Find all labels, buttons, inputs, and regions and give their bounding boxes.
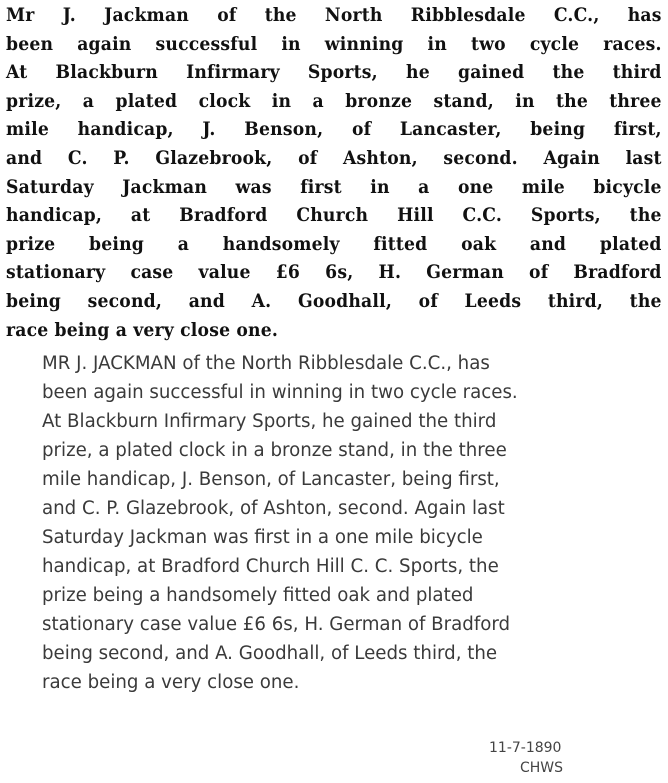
clipping-line: prize being a handsomely fitted oak and plated — [6, 233, 662, 255]
transcription-line: At Blackburn Infirmary Sports, he gained the third — [42, 411, 497, 432]
transcription-line: mile handicap, J. Benson, of Lancaster, being first, — [42, 469, 500, 490]
clipping-line: been again successful in winning in two cycle races. — [6, 33, 662, 55]
clipping-line: stationary case value £6 6s, H. German of Bradford — [6, 262, 662, 284]
transcription-line: prize being a handsomely fitted oak and plated — [42, 585, 474, 606]
newspaper-clipping — [6, 2, 662, 345]
clipping-line: Mr J. Jackman of the North Ribblesdale C.C., has — [6, 5, 662, 26]
transcription — [42, 349, 657, 697]
clipping-line: mile handicap, J. Benson, of Lancaster, being first, — [6, 119, 662, 141]
clipping-line: At Blackburn Infirmary Sports, he gained the third — [6, 62, 662, 84]
clipping-line: and C. P. Glazebrook, of Ashton, second. Again last — [6, 147, 662, 169]
source-label: CHWS — [520, 760, 564, 776]
transcription-line: been again successful in winning in two cycle races. — [42, 382, 518, 403]
clipping-line: handicap, at Bradford Church Hill C.C. Sports, the — [6, 205, 662, 227]
clipping-line: race being a very close one. — [6, 319, 279, 341]
clipping-line: prize, a plated clock in a bronze stand, in the three — [6, 90, 662, 112]
transcription-line: handicap, at Bradford Church Hill C. C. Sports, the — [42, 556, 499, 577]
transcription-line: being second, and A. Goodhall, of Leeds third, the — [42, 643, 498, 664]
transcription-line: Saturday Jackman was first in a one mile bicycle — [42, 527, 483, 548]
transcription-line: MR J. JACKMAN of the North Ribblesdale C.C., has — [42, 353, 490, 374]
transcription-line: stationary case value £6 6s, H. German of Bradford — [42, 614, 511, 635]
clipping-line: Saturday Jackman was first in a one mile bicycle — [6, 176, 662, 198]
transcription-line: prize, a plated clock in a bronze stand, in the three — [42, 440, 507, 461]
clipping-line: being second, and A. Goodhall, of Leeds third, the — [6, 290, 662, 312]
transcription-line: and C. P. Glazebrook, of Ashton, second. Again last — [42, 498, 505, 519]
publication-date: 11-7-1890 — [489, 740, 562, 756]
transcription-line: race being a very close one. — [42, 672, 300, 693]
